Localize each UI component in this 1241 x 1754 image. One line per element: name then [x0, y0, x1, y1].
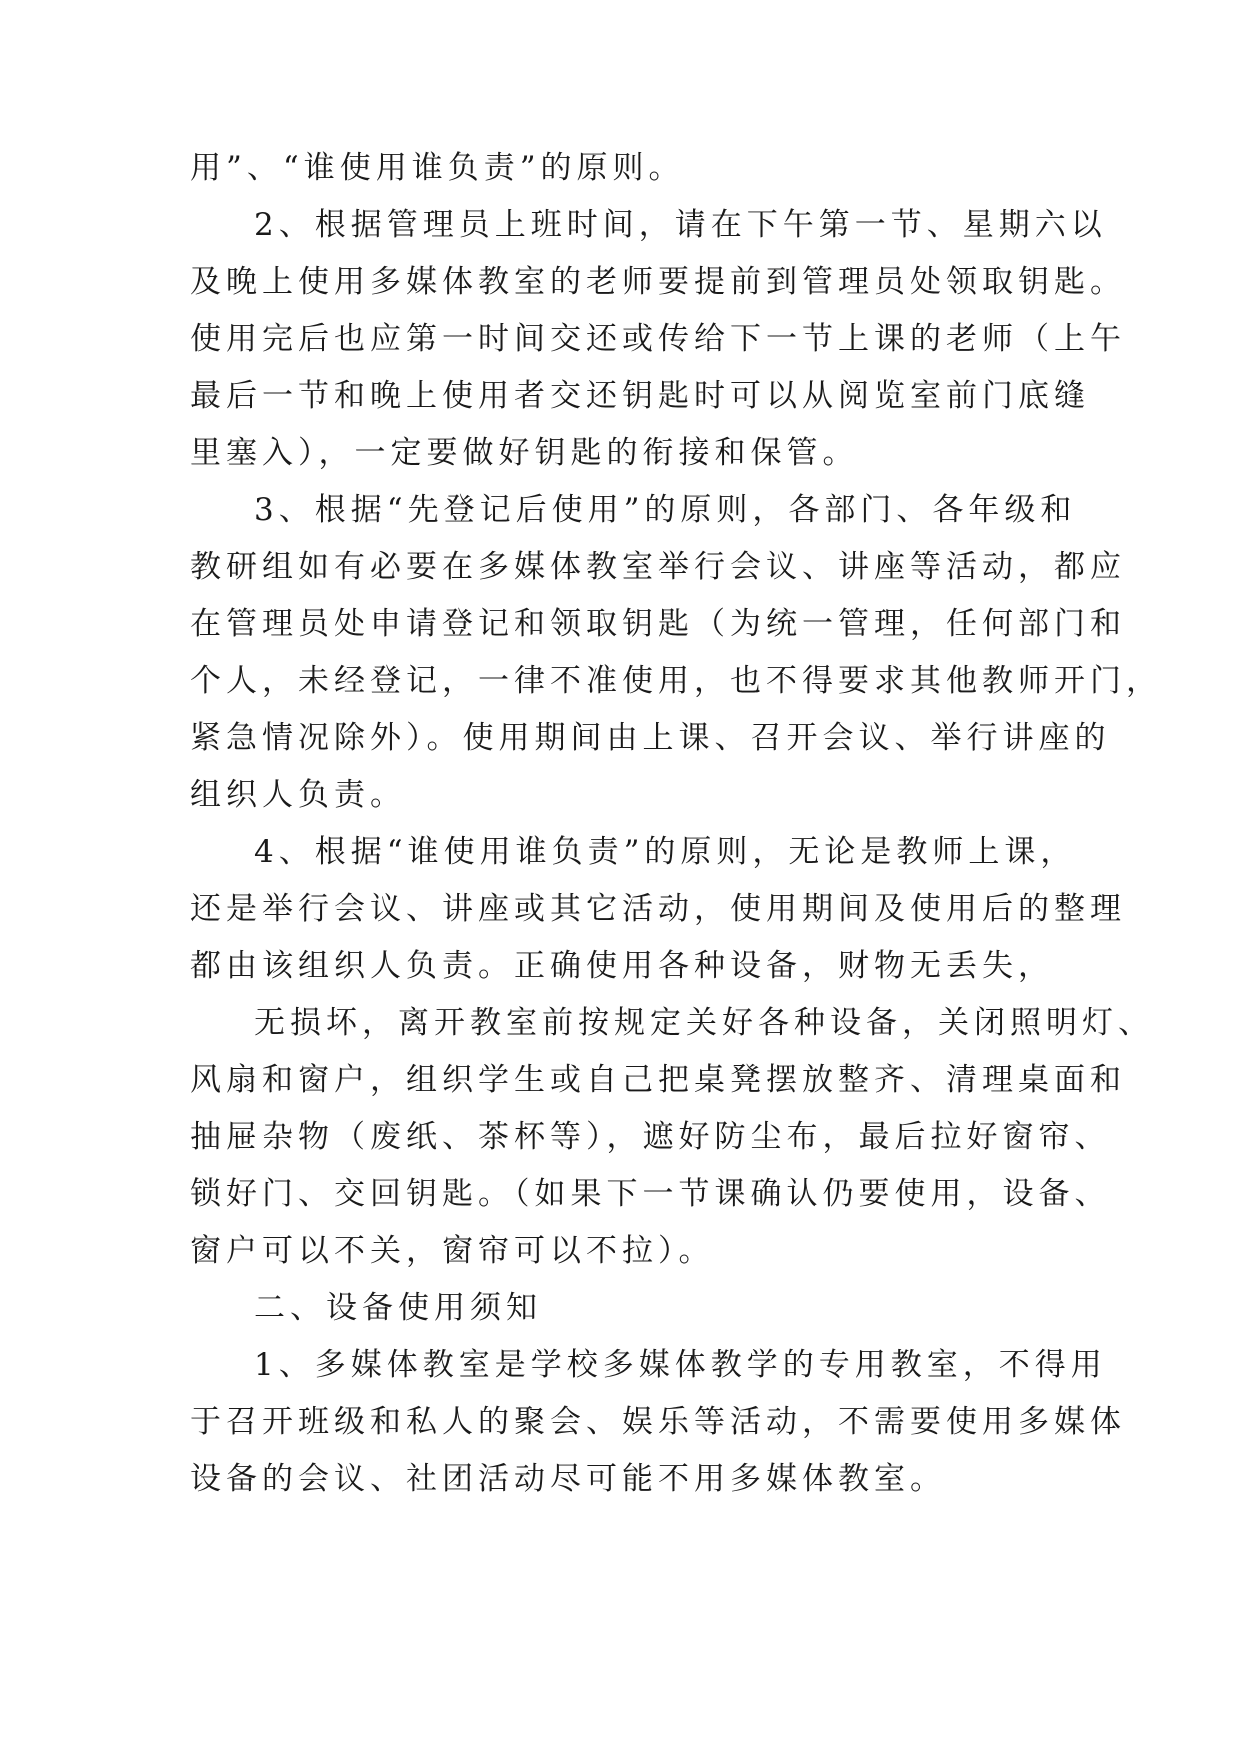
- text-line: 在管理员处申请登记和领取钥匙（为统一管理，任何部门和: [190, 606, 1126, 642]
- text-line: 3、根据“先登记后使用”的原则，各部门、各年级和: [254, 492, 1077, 528]
- text-line: 教研组如有必要在多媒体教室举行会议、讲座等活动，都应: [190, 549, 1126, 585]
- text-line: 无损坏，离开教室前按规定关好各种设备，关闭照明灯、: [254, 1005, 1154, 1041]
- text-line: 组织人负责。: [190, 777, 406, 813]
- text-line: 里塞入），一定要做好钥匙的衔接和保管。: [190, 435, 859, 471]
- text-line: 锁好门、交回钥匙。（如果下一节课确认仍要使用，设备、: [190, 1176, 1111, 1212]
- text-line: 都由该组织人负责。正确使用各种设备，财物无丢失，: [190, 948, 1054, 984]
- text-line: 使用完后也应第一时间交还或传给下一节上课的老师（上午: [190, 321, 1126, 357]
- text-line: 2、根据管理员上班时间，请在下午第一节、星期六以: [254, 207, 1107, 243]
- text-line: 还是举行会议、讲座或其它活动，使用期间及使用后的整理: [190, 891, 1126, 927]
- text-line: 于召开班级和私人的聚会、娱乐等活动，不需要使用多媒体: [190, 1404, 1126, 1440]
- text-line: 抽屉杂物（废纸、茶杯等），遮好防尘布，最后拉好窗帘、: [190, 1119, 1111, 1155]
- text-line: 窗户可以不关，窗帘可以不拉）。: [190, 1233, 715, 1269]
- section-heading: 二、设备使用须知: [254, 1290, 542, 1326]
- text-line: 最后一节和晚上使用者交还钥匙时可以从阅览室前门底缝: [190, 378, 1090, 414]
- text-line: 4、根据“谁使用谁负责”的原则，无论是教师上课，: [254, 834, 1077, 870]
- text-line: 设备的会议、社团活动尽可能不用多媒体教室。: [190, 1461, 946, 1497]
- text-line: 紧急情况除外）。使用期间由上课、召开会议、举行讲座的: [190, 720, 1111, 756]
- text-line: 及晚上使用多媒体教室的老师要提前到管理员处领取钥匙。: [190, 264, 1126, 300]
- text-line: 用”、“谁使用谁负责”的原则。: [190, 150, 685, 186]
- text-line: 个人，未经登记，一律不准使用，也不得要求其他教师开门，: [190, 663, 1162, 699]
- text-line: 1、多媒体教室是学校多媒体教学的专用教室，不得用: [254, 1347, 1107, 1383]
- text-line: 风扇和窗户，组织学生或自己把桌凳摆放整齐、清理桌面和: [190, 1062, 1126, 1098]
